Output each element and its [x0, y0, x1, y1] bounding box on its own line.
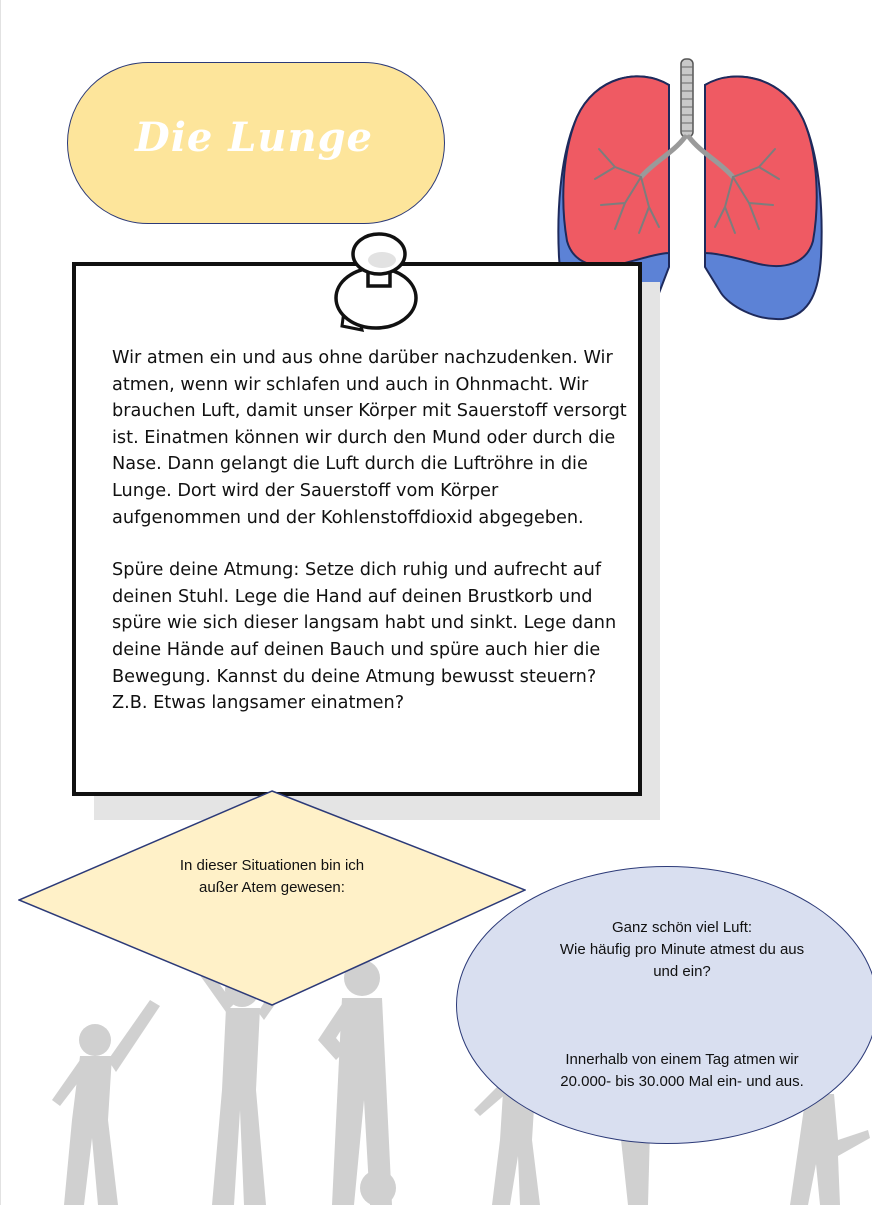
note-paragraph-2: Spüre deine Atmung: Setze dich ruhig und aufrecht auf deinen Stuhl. Lege die Hand auf deinen Brustkorb und spüre wie sich dieser langsam habt und sinkt. Lege dann deine Hände auf deinen Bauch und spüre auch hier die Bewegung. Kannst du deine Atmung bewusst steuern? Z.B. Etwas langsamer einatmen? [112, 560, 617, 714]
situation-line-2: außer Atem gewesen: [199, 879, 345, 896]
fact-line-5: 20.000- bis 30.000 Mal ein- und aus. [560, 1073, 804, 1090]
fact-line-3: und ein? [653, 963, 711, 980]
pushpin-icon [318, 230, 430, 342]
fact-line-1: Ganz schön viel Luft: [611, 919, 753, 936]
note-paragraph-1: Wir atmen ein und aus ohne darüber nachzudenken. Wir atmen, wenn wir schlafen und auch in Ohnmacht. Wir brauchen Luft, damit unser Körper mit Sauerstoff versorgt ist. Einatmen können wir durch den Mund oder durch die Nase. Dann gelangt die Luft durch die Luftröhre in die Lunge. Dort wird der Sauerstoff vom Körper aufgenommen und der Kohlenstoffdioxid abgegeben. [112, 348, 627, 528]
breathing-fact-text [500, 917, 864, 1093]
title-banner [67, 62, 445, 224]
page-title: Die Lunge [135, 113, 373, 161]
situation-prompt [148, 855, 396, 899]
note-body [112, 345, 628, 743]
situation-line-1: In dieser Situationen bin ich [179, 857, 365, 874]
fact-line-4: Innerhalb von einem Tag atmen wir [565, 1051, 799, 1068]
fact-line-2: Wie häufig pro Minute atmest du aus [559, 941, 805, 958]
